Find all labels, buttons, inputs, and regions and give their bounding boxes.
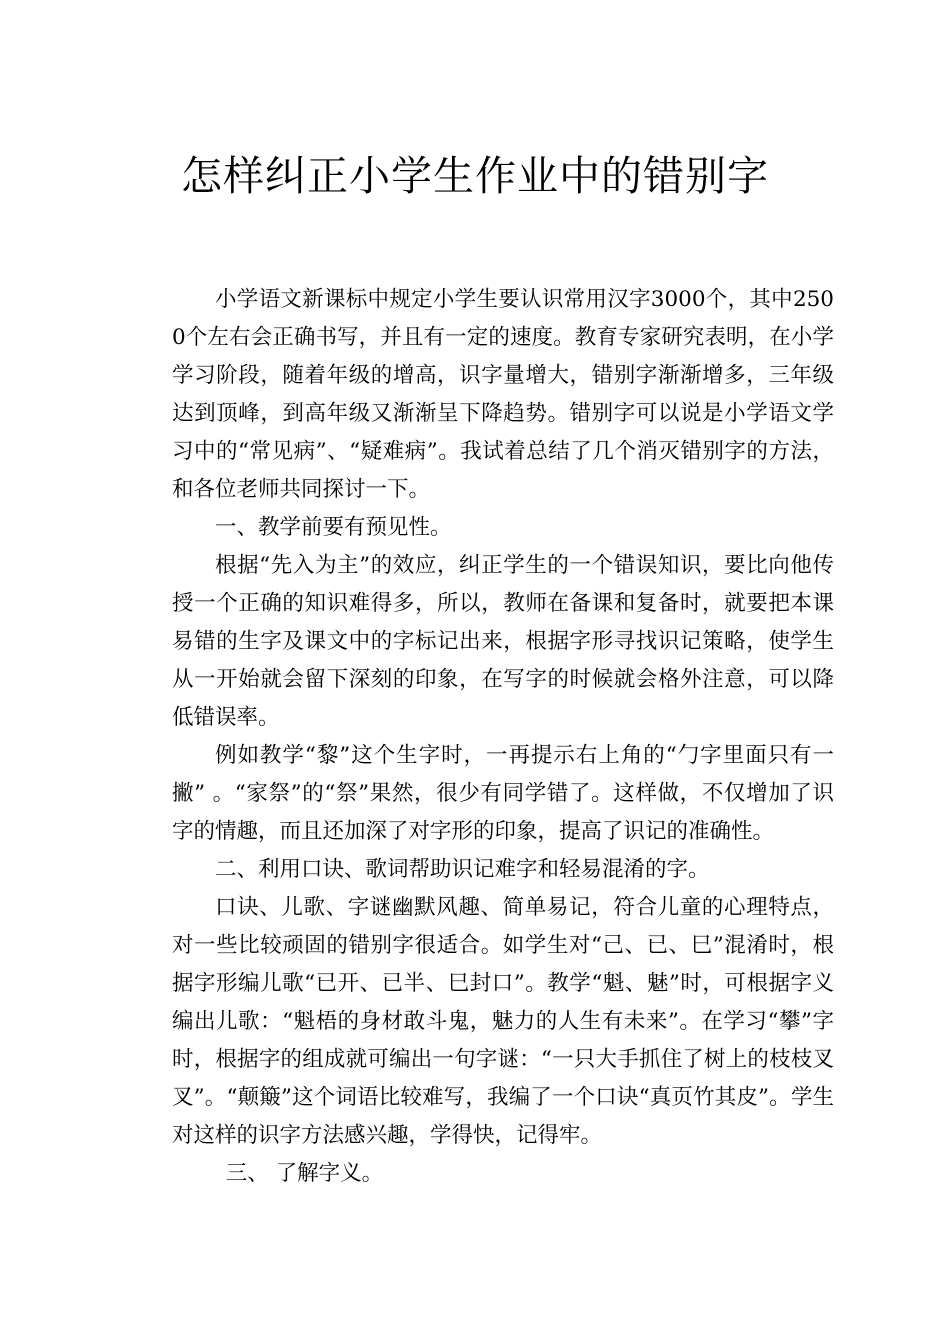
- document-body: [172, 281, 834, 1193]
- paragraph-section-1: 根据“先入为主”的效应，纠正学生的一个错误知识，要比向他传授一个正确的知识难得多，所以，教师在备课和复备时，就要把本课易错的生字及课文中的字标记出来，根据字形寻找识记策略，使学生从一开始就会留下深刻的印象，在写字的时候就会格外注意，可以降低错误率。: [172, 553, 834, 730]
- document-title: 怎样纠正小学生作业中的错别字: [181, 152, 769, 200]
- section-heading-3: 三、 了解字义。: [225, 1161, 384, 1186]
- section-heading-2: 二、利用口诀、歌词帮助识记难字和轻易混淆的字。: [215, 857, 710, 882]
- paragraph-example: 例如教学“黎”这个生字时，一再提示右上角的“勹字里面只有一撇” 。“家祭”的“祭”果然，很少有同学错了。这样做，不仅增加了识字的情趣，而且还加深了对字形的印象，提高了识记的准确性。: [172, 743, 834, 844]
- paragraph-section-2: 口诀、儿歌、字谜幽默风趣、简单易记，符合儿童的心理特点，对一些比较顽固的错别字很适合。如学生对“己、已、巳”混淆时，根据字形编儿歌“已开、已半、巳封口”。教学“魁、魅”时，可根据字义编出儿歌：“魁梧的身材敢斗鬼，魅力的人生有未来”。在学习“攀”字时，根据字的组成就可编出一句字谜：“一只大手抓住了树上的枝枝叉叉”。“颠簸”这个词语比较难写，我编了一个口诀“真页竹其皮”。学生对这样的识字方法感兴趣，学得快，记得牢。: [172, 895, 834, 1148]
- section-heading-1: 一、教学前要有预见性。: [215, 515, 452, 540]
- paragraph-intro: 小学语文新课标中规定小学生要认识常用汉字3000个，其中2500个左右会正确书写，并且有一定的速度。教育专家研究表明，在小学学习阶段，随着年级的增高，识字量增大，错别字渐渐增多，三年级达到顶峰，到高年级又渐渐呈下降趋势。错别字可以说是小学语文学习中的“常见病”、“疑难病”。我试着总结了几个消灭错别字的方法，和各位老师共同探讨一下。: [172, 287, 834, 502]
